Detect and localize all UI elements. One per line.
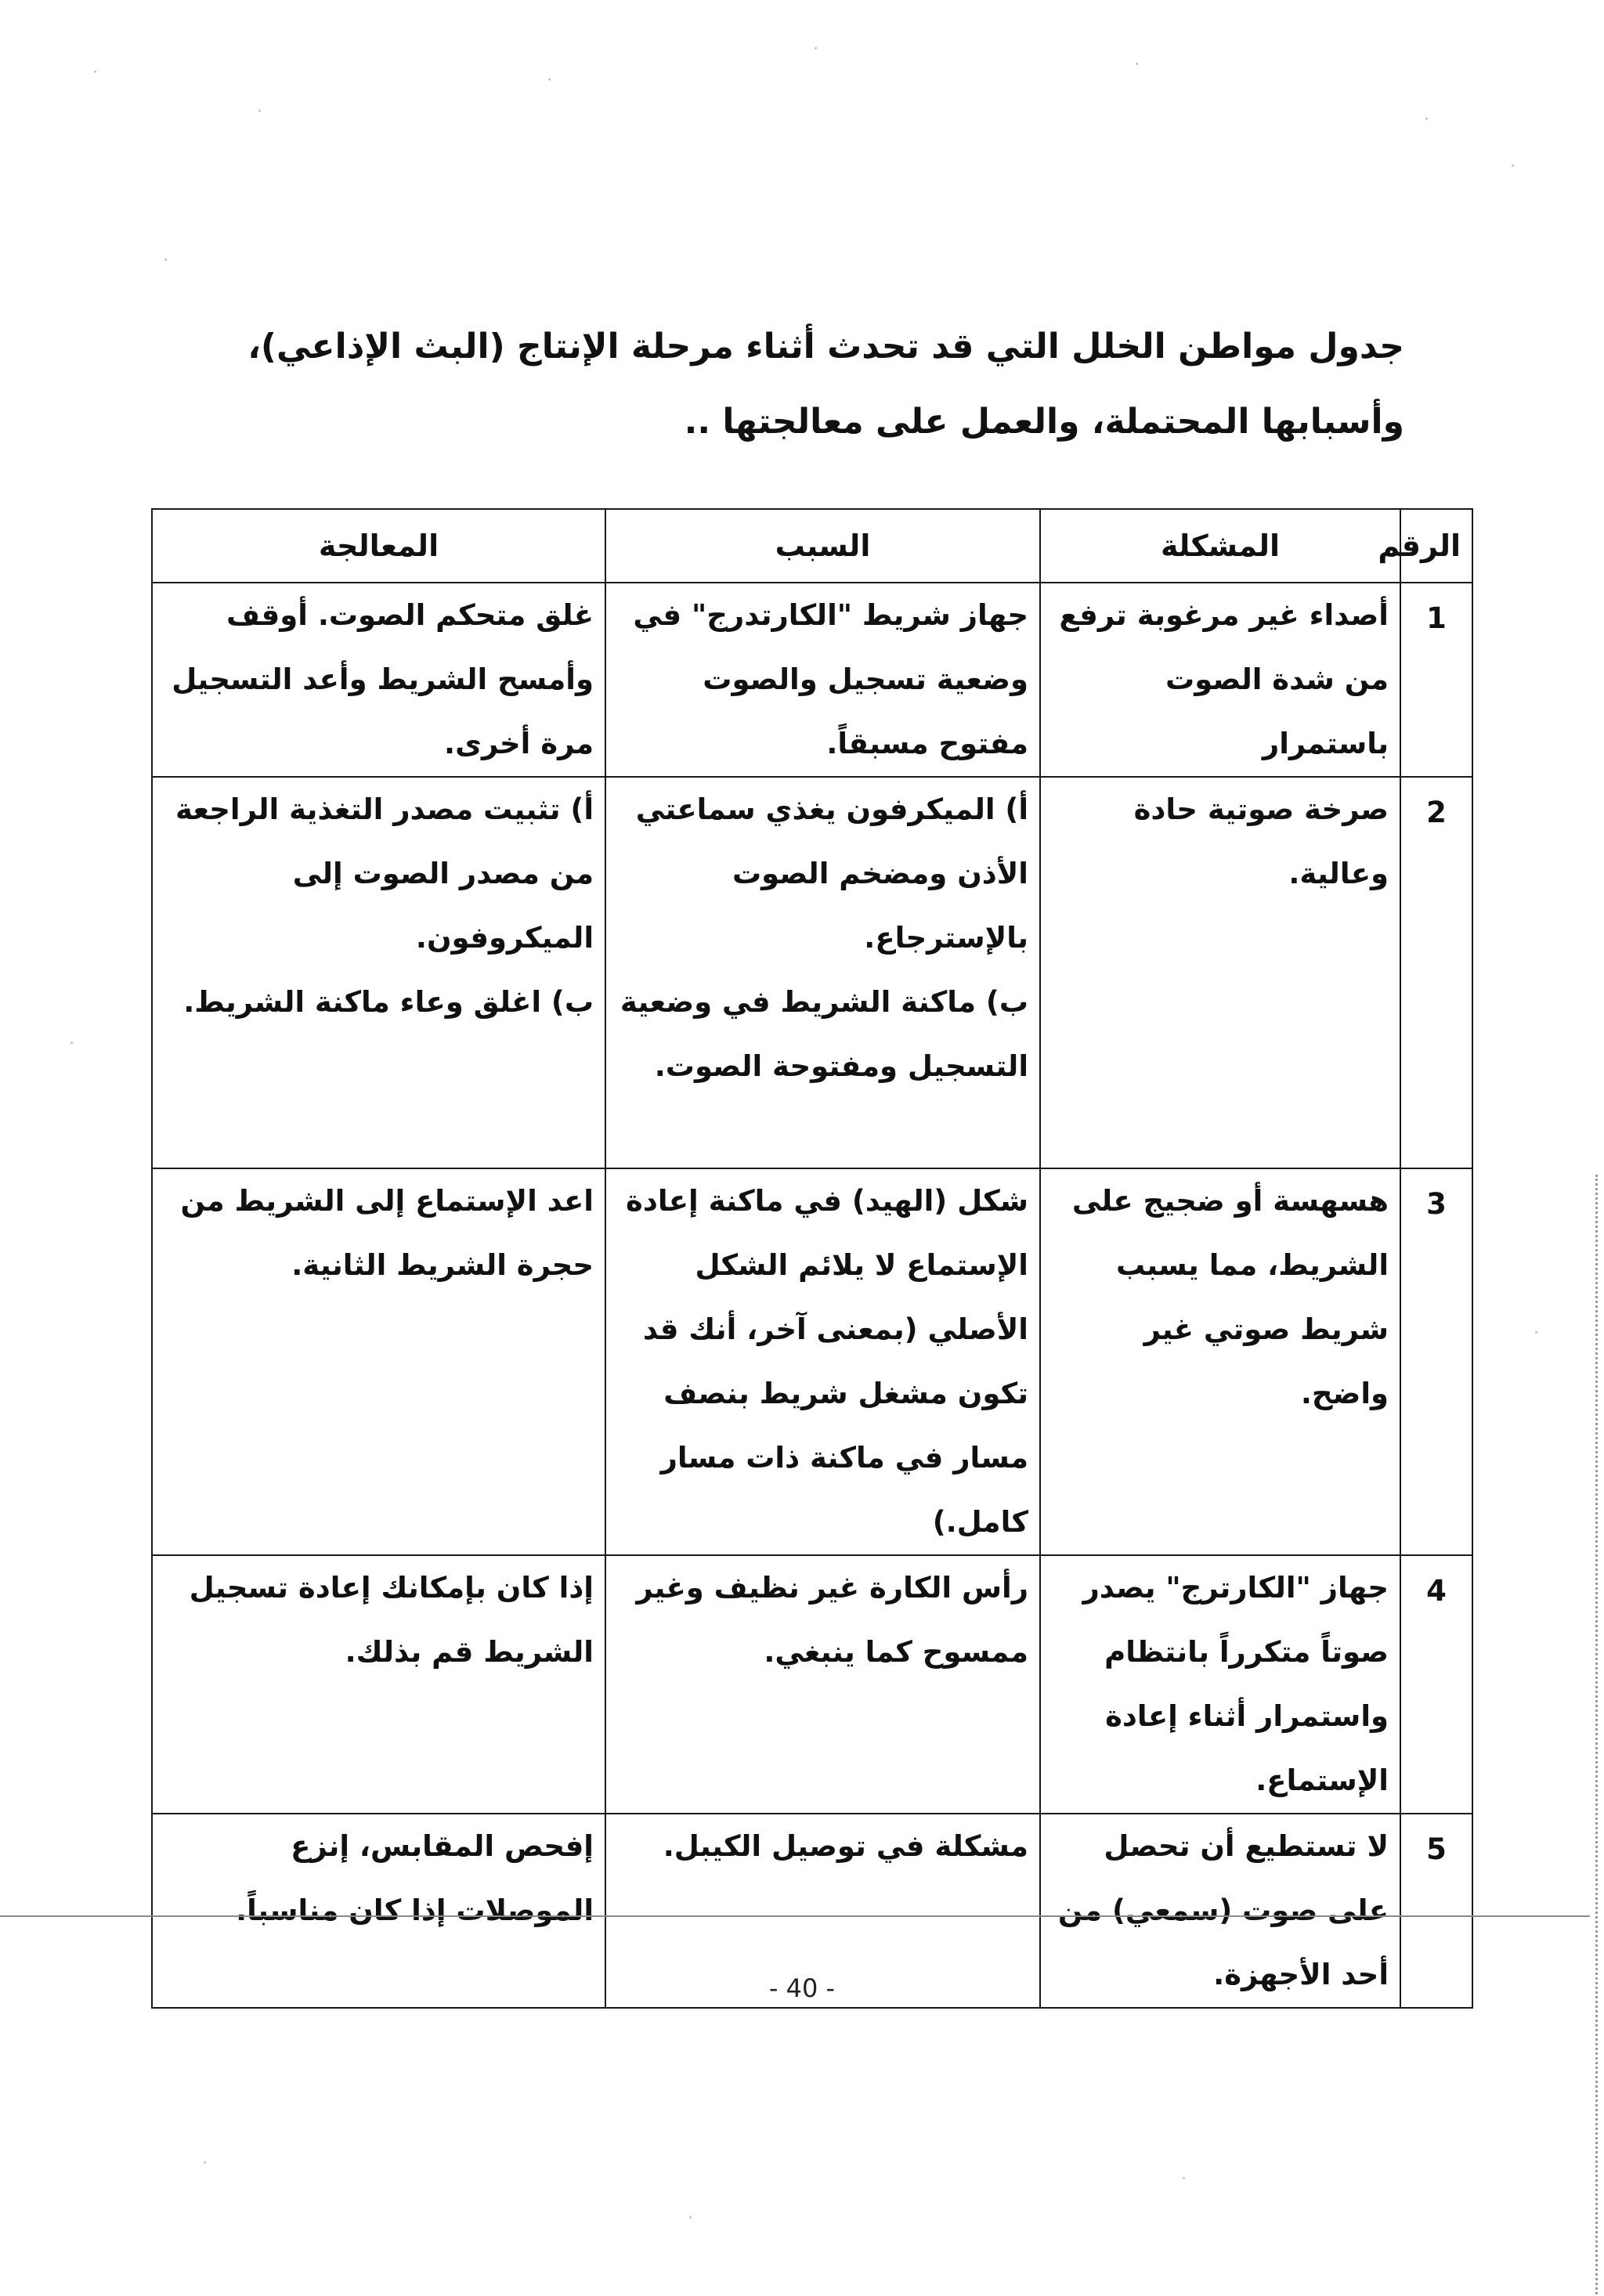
row-treatment: اعد الإستماع إلى الشريط من حجرة الشريط الثانية. xyxy=(152,1168,605,1555)
row-problem: هسهسة أو ضجيج على الشريط، مما يسبب شريط صوتي غير واضح. xyxy=(1040,1168,1400,1555)
document-title: جدول مواطن الخلل التي قد تحدث أثناء مرحلة الإنتاج (البث الإذاعي)، وأسبابها المحتملة، والعمل على معالجتها .. xyxy=(247,327,1404,442)
troubleshooting-table xyxy=(151,508,1473,2009)
header-number: الرقم xyxy=(1400,509,1472,583)
row-treatment: غلق متحكم الصوت. أوقف وأمسح الشريط وأعد التسجيل مرة أخرى. xyxy=(152,583,605,777)
row-cause: شكل (الهيد) في ماكنة إعادة الإستماع لا يلائم الشكل الأصلي (بمعنى آخر، أنك قد تكون مشغل شريط بنصف مسار في ماكنة ذات مسار كامل.) xyxy=(605,1168,1040,1555)
row-number: 3 xyxy=(1400,1168,1472,1555)
scan-speck xyxy=(1425,117,1428,120)
table-row xyxy=(152,777,1472,1168)
row-cause: مشكلة في توصيل الكيبل. xyxy=(605,1814,1040,2008)
cause-item-b: ب) ماكنة الشريط في وضعية التسجيل ومفتوحة الصوت. xyxy=(620,985,1028,1083)
scan-speck xyxy=(815,47,817,49)
scan-speck xyxy=(1512,164,1514,167)
scan-speck xyxy=(164,258,167,261)
page-number: - 40 - xyxy=(768,1973,836,2003)
scan-speck xyxy=(548,78,551,81)
scan-speck xyxy=(204,2161,206,2164)
scan-speck xyxy=(258,110,261,112)
table-header-row xyxy=(152,509,1472,583)
header-treatment: المعالجة xyxy=(152,509,605,583)
row-number: 2 xyxy=(1400,777,1472,1168)
row-number: 1 xyxy=(1400,583,1472,777)
treatment-item-b: ب) اغلق وعاء ماكنة الشريط. xyxy=(183,985,594,1019)
scan-speck xyxy=(1136,63,1138,65)
row-problem: لا تستطيع أن تحصل على صوت (سمعي) من أحد الأجهزة. xyxy=(1040,1814,1400,2008)
treatment-item-a: أ) تثبيت مصدر التغذية الراجعة من مصدر الصوت إلى الميكروفون. xyxy=(175,792,594,955)
row-number: 5 xyxy=(1400,1814,1472,2008)
row-treatment: إفحص المقابس، إنزع الموصلات إذا كان مناسباً. xyxy=(152,1814,605,2008)
row-problem: صرخة صوتية حادة وعالية. xyxy=(1040,777,1400,1168)
scan-speck xyxy=(689,2216,692,2218)
scan-edge xyxy=(1595,1175,1598,2294)
scan-speck xyxy=(70,1042,73,1044)
table-row xyxy=(152,1555,1472,1814)
row-treatment xyxy=(152,777,605,1168)
header-cause: السبب xyxy=(605,509,1040,583)
row-treatment: إذا كان بإمكانك إعادة تسجيل الشريط قم بذلك. xyxy=(152,1555,605,1814)
table-row xyxy=(152,583,1472,777)
row-problem: جهاز "الكارترج" يصدر صوتاً متكرراً بانتظام واستمرار أثناء إعادة الإستماع. xyxy=(1040,1555,1400,1814)
row-cause xyxy=(605,777,1040,1168)
footer-rule xyxy=(0,1915,1590,1917)
row-cause: جهاز شريط "الكارتدرج" في وضعية تسجيل والصوت مفتوح مسبقاً. xyxy=(605,583,1040,777)
header-problem: المشكلة xyxy=(1040,509,1400,583)
scan-speck xyxy=(1535,1331,1537,1334)
scan-speck xyxy=(94,70,96,73)
scan-speck xyxy=(1183,2177,1185,2179)
cause-item-a: أ) الميكرفون يغذي سماعتي الأذن ومضخم الصوت بالإسترجاع. xyxy=(635,792,1028,955)
table-row xyxy=(152,1168,1472,1555)
row-problem: أصداء غير مرغوبة ترفع من شدة الصوت باستمرار xyxy=(1040,583,1400,777)
row-cause: رأس الكارة غير نظيف وغير ممسوح كما ينبغي. xyxy=(605,1555,1040,1814)
row-number: 4 xyxy=(1400,1555,1472,1814)
